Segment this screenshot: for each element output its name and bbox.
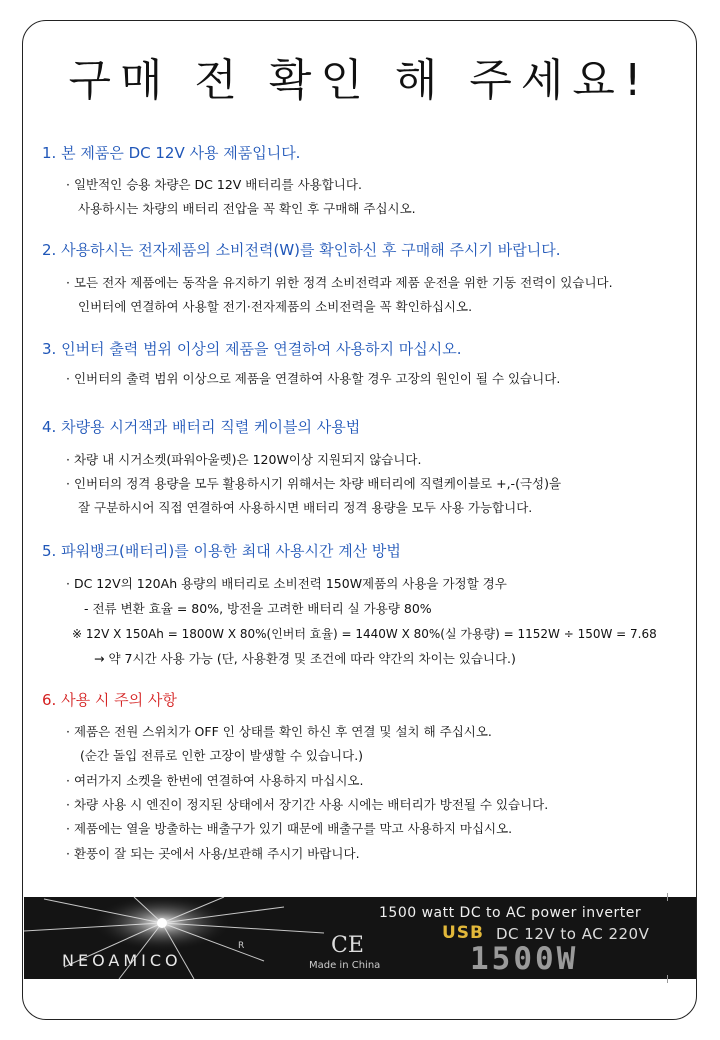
- section-1-line: 사용하시는 차량의 배터리 전압을 꼭 확인 후 구매해 주십시오.: [78, 201, 416, 216]
- section-3-line: · 인버터의 출력 범위 이상으로 제품을 연결하여 사용할 경우 고장의 원인이 될 수 있습니다.: [66, 371, 561, 386]
- ce-mark-icon: CE: [331, 933, 364, 958]
- power-rating: 1500W: [470, 941, 579, 977]
- registered-mark: R: [238, 941, 245, 951]
- section-4-line: · 차량 내 시거소켓(파워아울렛)은 120W이상 지원되지 않습니다.: [66, 452, 422, 467]
- page-frame: [22, 20, 697, 1020]
- divider-mark: [667, 893, 668, 901]
- section-1-heading: 1. 본 제품은 DC 12V 사용 제품입니다.: [42, 144, 301, 162]
- usb-label: USB: [442, 923, 485, 943]
- section-6-line: · 차량 사용 시 엔진이 정지된 상태에서 장기간 사용 시에는 배터리가 방전될 수 있습니다.: [66, 797, 549, 812]
- section-2-heading: 2. 사용하시는 전자제품의 소비전력(W)를 확인하신 후 구매해 주시기 바랍니다.: [42, 241, 561, 259]
- section-1-line: · 일반적인 승용 차량은 DC 12V 배터리를 사용합니다.: [66, 177, 362, 192]
- section-4-line: · 인버터의 정격 용량을 모두 활용하시기 위해서는 차량 배터리에 직렬케이블로 +,-(극성)을: [66, 476, 562, 491]
- section-6-line: · 환풍이 잘 되는 곳에서 사용/보관해 주시기 바랍니다.: [66, 846, 360, 861]
- section-6-line: · 제품은 전원 스위치가 OFF 인 상태를 확인 하신 후 연결 및 설치 해 주십시오.: [66, 724, 492, 739]
- section-5-line: → 약 7시간 사용 가능 (단, 사용환경 및 조건에 따라 약간의 차이는 있습니다.): [94, 651, 516, 666]
- section-6-heading: 6. 사용 시 주의 사항: [42, 691, 177, 709]
- brand-logo: NEOAMICO: [62, 951, 182, 970]
- page-title: 구매 전 확인 해 주세요!: [68, 55, 651, 106]
- section-2-line: 인버터에 연결하여 사용할 전기·전자제품의 소비전력을 꼭 확인하십시오.: [78, 299, 473, 314]
- voltage-label: DC 12V to AC 220V: [496, 925, 650, 943]
- divider-mark: [667, 975, 668, 983]
- product-banner: [24, 897, 696, 979]
- product-spec-line: 1500 watt DC to AC power inverter: [379, 905, 642, 921]
- section-6-line: · 제품에는 열을 방출하는 배출구가 있기 때문에 배출구를 막고 사용하지 마십시오.: [66, 821, 513, 836]
- section-4-line: 잘 구분하시어 직접 연결하여 사용하시면 배터리 정격 용량을 모두 사용 가능합니다.: [78, 500, 533, 515]
- section-5-line: - 전류 변환 효율 = 80%, 방전을 고려한 배터리 실 가용량 80%: [84, 601, 432, 616]
- section-5-formula: ※ 12V X 150Ah = 1800W X 80%(인버터 효율) = 1440W X 80%(실 가용량) = 1152W ÷ 150W = 7.68: [72, 627, 657, 641]
- section-5-heading: 5. 파워뱅크(배터리)를 이용한 최대 사용시간 계산 방법: [42, 542, 401, 560]
- made-in-label: Made in China: [309, 960, 381, 971]
- section-4-heading: 4. 차량용 시거잭과 배터리 직렬 케이블의 사용법: [42, 418, 361, 436]
- section-5-line: · DC 12V의 120Ah 용량의 배터리로 소비전력 150W제품의 사용을 가정할 경우: [66, 576, 507, 591]
- section-2-line: · 모든 전자 제품에는 동작을 유지하기 위한 정격 소비전력과 제품 운전을 위한 기동 전력이 있습니다.: [66, 275, 613, 290]
- section-6-line: (순간 돌입 전류로 인한 고장이 발생할 수 있습니다.): [80, 748, 364, 763]
- section-6-line: · 여러가지 소켓을 한번에 연결하여 사용하지 마십시오.: [66, 773, 364, 788]
- section-3-heading: 3. 인버터 출력 범위 이상의 제품을 연결하여 사용하지 마십시오.: [42, 340, 462, 358]
